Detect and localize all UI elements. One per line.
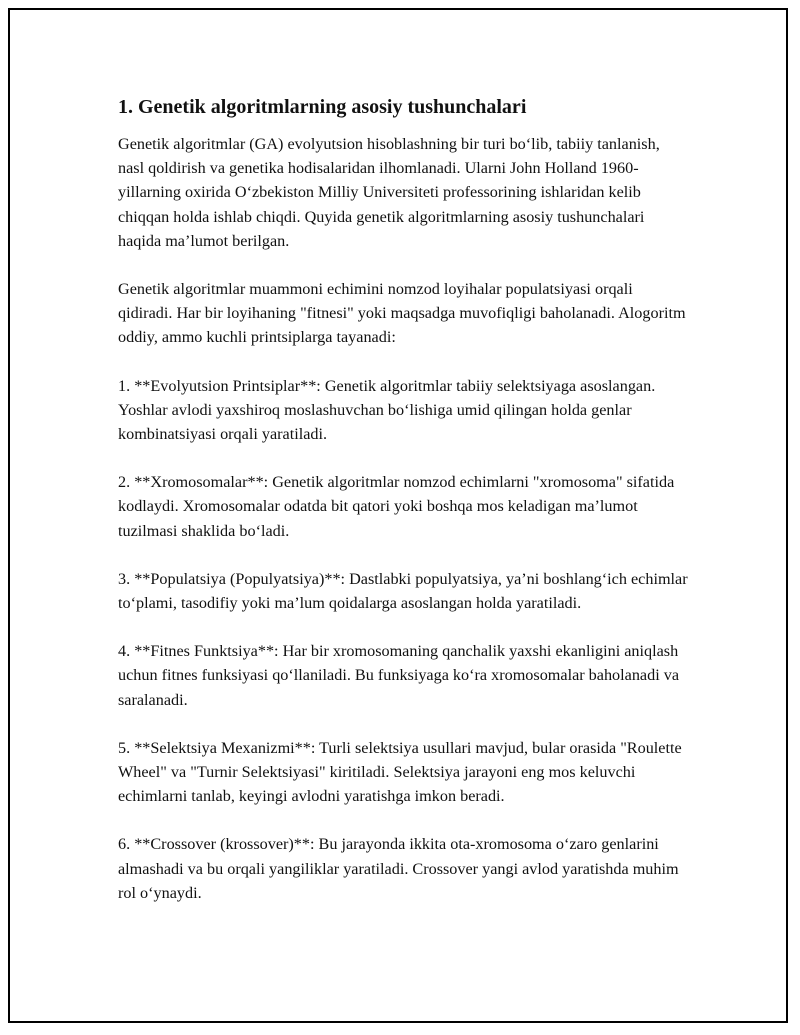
list-item-selection-mechanism: 5. **Selektsiya Mexanizmi**: Turli selektsiya usullari mavjud, bular orasida "Roulette Wheel" va "Turnir Selektsiyasi" kiritiladi. Selektsiya jarayoni eng mos keluvchi echimlarni tanlab, keyingi avlodni yaratishga imkon beradi. [118,738,682,806]
list-item-crossover: 6. **Crossover (krossover)**: Bu jarayonda ikkita ota-xromosoma o‘zaro genlarini almashadi va bu orqali yangiliklar yaratiladi. Crossover yangi avlod yaratishda muhim rol o‘ynaydi. [118,835,679,902]
document-title: 1. Genetik algoritmlarning asosiy tushunchalari [118,96,527,118]
overview-paragraph: Genetik algoritmlar muammoni echimini nomzod loyihalar populatsiyasi orqali qidiradi. Har bir loyihaning "fitnesi" yoki maqsadga muvofiqligi baholanadi. Alogoritm oddiy, ammo kuchli printsiplarga tayanadi: [118,280,686,347]
document-body [118,94,688,929]
list-item-chromosomes: 2. **Xromosomalar**: Genetik algoritmlar nomzod echimlarni "xromosoma" sifatida kodlaydi. Xromosomalar odatda bit qatori yoki boshqa mos keladigan ma’lumot tuzilmasi shaklida bo‘ladi. [118,473,675,540]
list-item-population: 3. **Populatsiya (Populyatsiya)**: Dastlabki populyatsiya, ya’ni boshlang‘ich echimlar to‘plami, tasodifiy yoki ma’lum qoidalarga asoslangan holda yaratiladi. [118,569,688,613]
list-item-fitness-function: 4. **Fitnes Funktsiya**: Har bir xromosomaning qanchalik yaxshi ekanligini aniqlash uchun fitnes funksiyasi qo‘llaniladi. Bu funksiyaga ko‘ra xromosomalar baholanadi va saralanadi. [118,642,680,709]
intro-paragraph: Genetik algoritmlar (GA) evolyutsion hisoblashning bir turi bo‘lib, tabiiy tanlanish, nasl qoldirish va genetika hodisalaridan ilhomlanadi. Ularni John Holland 1960-yillarning oxirida O‘zbekiston Milliy Universiteti professorining ishlaridan kelib chiqqan holda ishlab chiqdi. Quyida genetik algoritmlarning asosiy tushunchalari haqida ma’lumot berilgan. [118,135,660,250]
list-item-evolutionary-principles: 1. **Evolyutsion Printsiplar**: Genetik algoritmlar tabiiy selektsiyaga asoslangan. Yoshlar avlodi yaxshiroq moslashuvchan bo‘lishiga umid qilingan holda genlar kombinatsiyasi orqali yaratiladi. [118,376,656,444]
